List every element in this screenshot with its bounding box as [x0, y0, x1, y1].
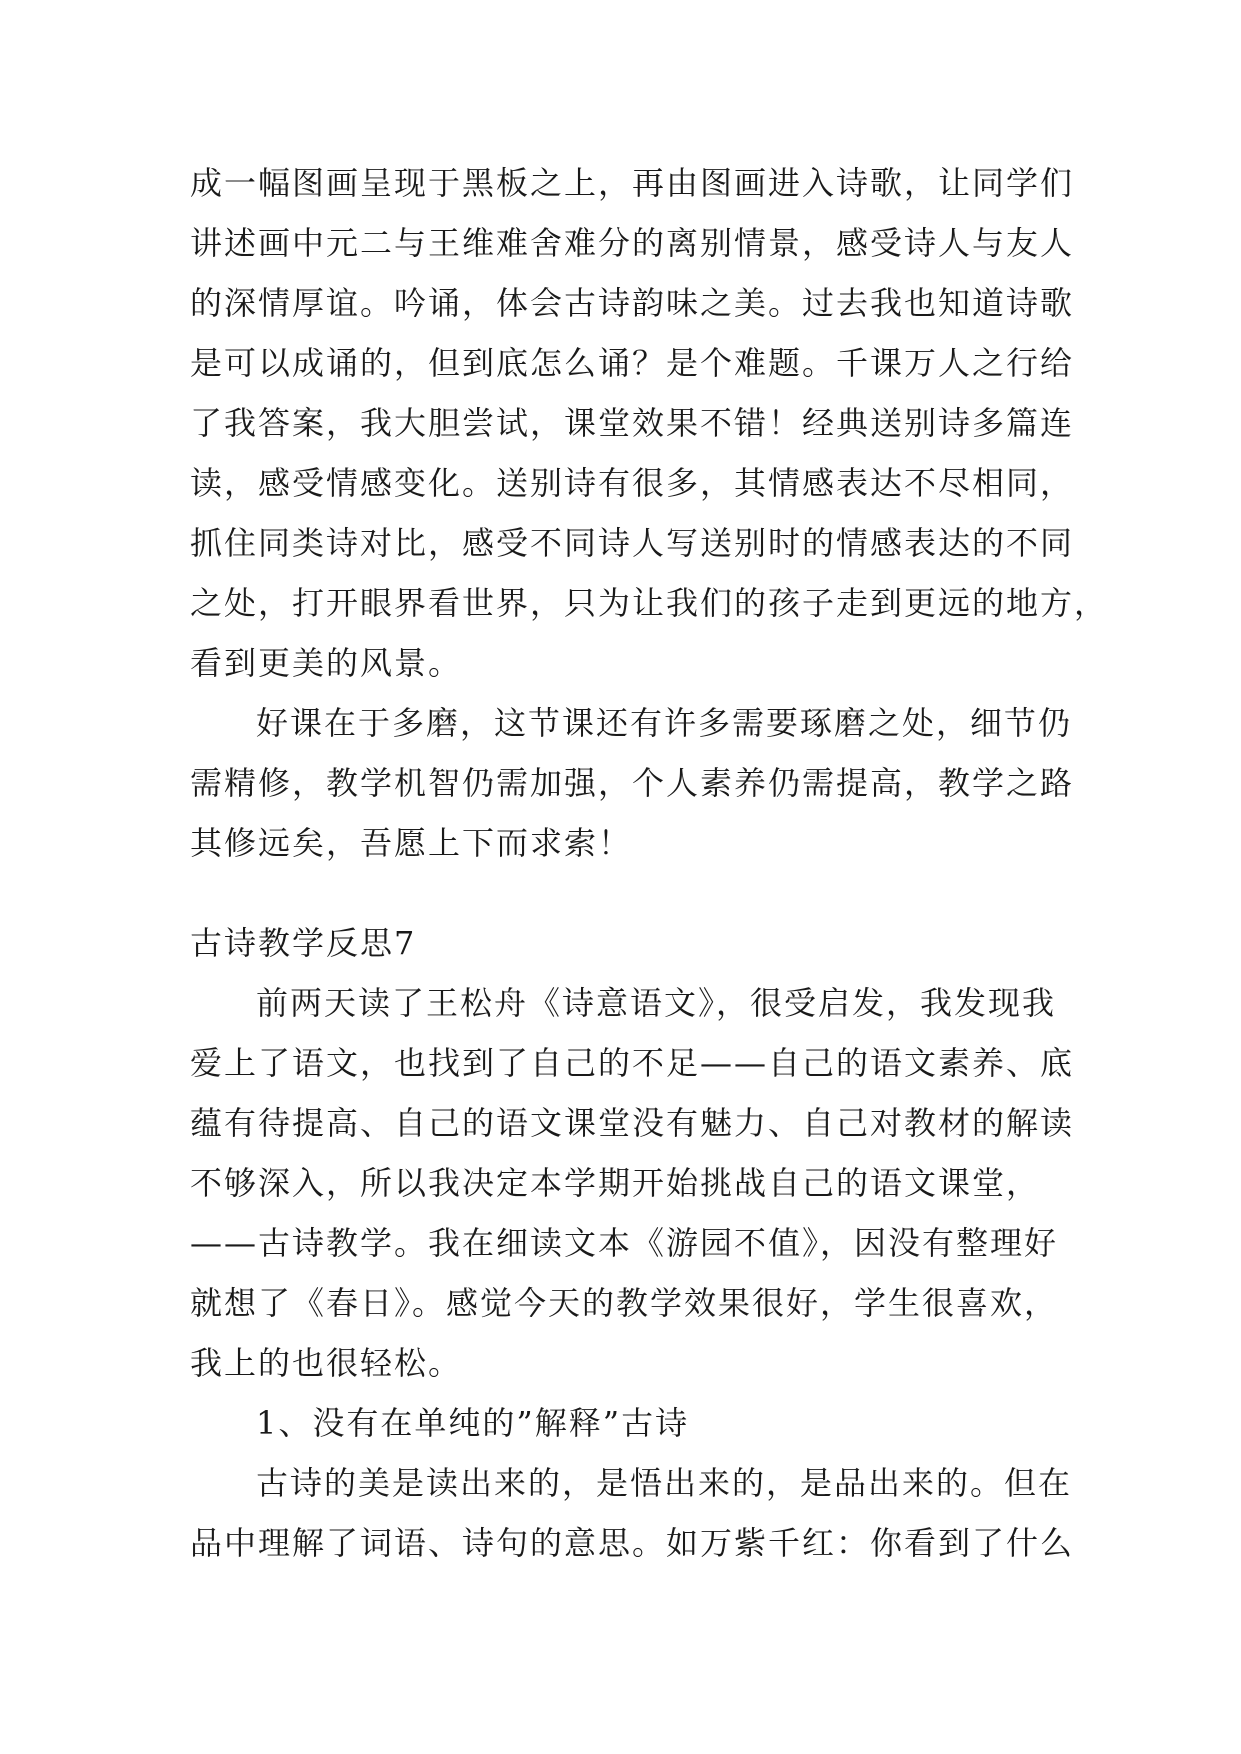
paragraph-line: 蕴有待提高、自己的语文课堂没有魅力、自己对教材的解读	[190, 1104, 1075, 1142]
paragraph-line: 的深情厚谊。吟诵，体会古诗韵味之美。过去我也知道诗歌	[190, 284, 1075, 322]
paragraph-line: 爱上了语文，也找到了自己的不足——自己的语文素养、底	[190, 1044, 1075, 1082]
paragraph-line: 了我答案，我大胆尝试，课堂效果不错！经典送别诗多篇连	[190, 404, 1075, 442]
paragraph-line: 之处，打开眼界看世界，只为让我们的孩子走到更远的地方，	[190, 584, 1109, 622]
paragraph-line: 是可以成诵的，但到底怎么诵？是个难题。千课万人之行给	[190, 344, 1075, 382]
paragraph-line: 抓住同类诗对比，感受不同诗人写送别时的情感表达的不同	[190, 524, 1075, 562]
paragraph-line: 好课在于多磨，这节课还有许多需要琢磨之处，细节仍	[256, 704, 1073, 742]
paragraph-line: 讲述画中元二与王维难舍难分的离别情景，感受诗人与友人	[190, 224, 1075, 262]
paragraph-line: ——古诗教学。我在细读文本《游园不值》，因没有整理好	[190, 1224, 1059, 1262]
section-heading: 古诗教学反思7	[190, 924, 417, 962]
paragraph-line: 读，感受情感变化。送别诗有很多，其情感表达不尽相同，	[190, 464, 1075, 502]
paragraph-line: 我上的也很轻松。	[190, 1344, 463, 1382]
paragraph-line: 就想了《春日》。感觉今天的教学效果很好，学生很喜欢，	[190, 1284, 1059, 1322]
paragraph-line: 品中理解了词语、诗句的意思。如万紫千红：你看到了什么	[190, 1524, 1075, 1562]
paragraph-line: 前两天读了王松舟《诗意语文》，很受启发，我发现我	[256, 984, 1057, 1022]
paragraph-line: 古诗的美是读出来的，是悟出来的，是品出来的。但在	[256, 1464, 1073, 1502]
paragraph-line: 看到更美的风景。	[190, 644, 463, 682]
paragraph-line: 成一幅图画呈现于黑板之上，再由图画进入诗歌，让同学们	[190, 164, 1075, 202]
paragraph-line: 需精修，教学机智仍需加强，个人素养仍需提高，教学之路	[190, 764, 1075, 802]
paragraph-line: 其修远矣，吾愿上下而求索！	[190, 824, 633, 862]
subheading: 1、没有在单纯的”解释”古诗	[256, 1404, 690, 1442]
paragraph-line: 不够深入，所以我决定本学期开始挑战自己的语文课堂，	[190, 1164, 1041, 1202]
